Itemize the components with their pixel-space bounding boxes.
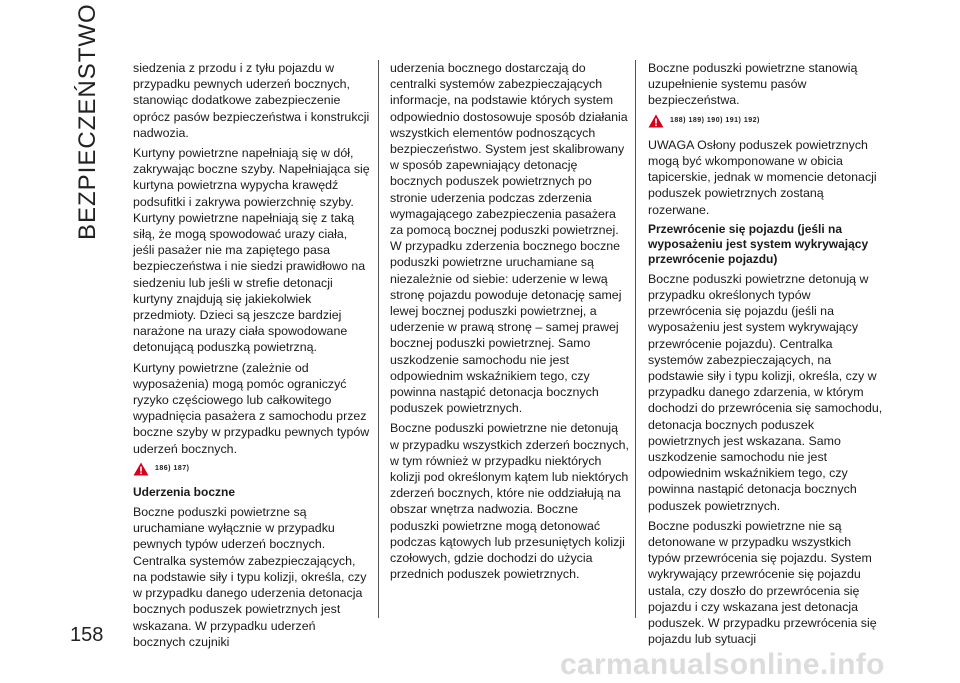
watermark: carmanualsonline.info	[560, 648, 885, 681]
column-divider	[378, 60, 379, 618]
paragraph: siedzenia z przodu i z tyłu pojazdu w przypadku pewnych uderzeń bocznych, stanowiąc dodatkowe zabezpieczenie oprócz pasów bezpieczeństwa i konstrukcji nadwozia.	[133, 61, 370, 140]
paragraph: Boczne poduszki powietrzne nie są detonowane w przypadku wszystkich typów przewrócenia się pojazdu. System wykrywający przewrócenie się pojazdu ustala, czy doszło do przewrócenia się pojazdu i czy wskazana jest detonacja poduszek. W przypadku przewrócenia się pojazdu lub sytuacji	[648, 518, 877, 647]
paragraph: UWAGA Osłony poduszek powietrznych mogą być wkomponowane w obicia tapicerskie, jednak w momencie detonacji poduszek powietrznych zostaną rozerwane.	[648, 137, 877, 217]
page-number: 158	[70, 624, 104, 646]
column-2	[390, 60, 630, 587]
column-3	[648, 60, 884, 652]
paragraph: Boczne poduszki powietrzne detonują w przypadku określonych typów przewrócenia się pojazdu (jeśli na wyposażeniu jest system wykrywający przewrócenie pojazdu). Centralka systemów zabezpieczających, na podstawie siły i typu kolizji, określa, czy w przypadku danego zdarzenia, w którym dochodzi do przewrócenia się samochodu, detonacja bocznych poduszek powietrznych jest wskazana. Samo uszkodzenie samochodu nie jest odpowiednim wskaźnikiem tego, czy powinna nastąpić detonacja bocznych poduszek powietrznych.	[648, 271, 883, 513]
section-title: BEZPIECZEŃSTWO	[74, 3, 101, 240]
paragraph: Kurtyny powietrzne napełniają się w dół, zakrywając boczne szyby. Napełniająca się kurtyna powietrzna wypycha krawędź podsufitki i zakrywa powierzchnię szyby. Kurtyny powietrzne napełniają się z taką siłą, że mogą spowodować urazy ciała, jeśli pasażer nie ma zapiętego pasa bezpieczeństwa i nie siedzi prawidłowo na siedzeniu lub jeśli w strefie detonacji kurtyny znajdują się jakiekolwiek przedmioty. Dzieci są jeszcze bardziej narażone na urazy ciała spowodowane detonującą poduszką powietrzną.	[133, 146, 370, 355]
paragraph: Kurtyny powietrzne (zależnie od wyposażenia) mogą pomóc ograniczyć ryzyko częściowego lub całkowitego wypadnięcia pasażera z samochodu przez boczne szyby w przypadku pewnych typów uderzeń bocznych.	[133, 360, 370, 456]
warning-reference	[648, 113, 884, 129]
paragraph: Boczne poduszki powietrzne są uruchamiane wyłącznie w przypadku pewnych typów uderzeń bocznych. Centralka systemów zabezpieczających, na podstawie siły i typu kolizji, określa, czy w przypadku danego uderzenia detonacja bocznych poduszek powietrznych jest wskazana. W przypadku uderzeń bocznych czujniki	[133, 505, 367, 649]
warning-triangle-icon	[648, 114, 664, 128]
paragraph: uderzenia bocznego dostarczają do centralki systemów zabezpieczających informacje, na podstawie których system odpowiednio dostosowuje sposób działania wszystkich elementów podnoszących bezpieczeństwo. System jest skalibrowany w sposób zapewniający detonację bocznych poduszek powietrznych po stronie uderzenia podczas zderzenia wymagającego zabezpieczenia pasażera za pomocą bocznej poduszki powietrznej. W przypadku zderzenia bocznego boczne poduszki powietrzne uruchamiane są niezależnie od siebie: uderzenie w lewą stronę pojazdu powoduje detonację samej lewej bocznej poduszki powietrznej, a uderzenie w prawą stronę – samej prawej bocznej poduszki powietrznej. Samo uszkodzenie samochodu nie jest odpowiednim wskaźnikiem tego, czy powinna nastąpić detonacja bocznych poduszek powietrznych.	[390, 61, 628, 416]
section-heading: Przewrócenie się pojazdu (jeśli na wyposażeniu jest system wykrywający przewrócenie pojazdu)	[648, 221, 869, 266]
warning-triangle-icon	[133, 462, 149, 476]
paragraph: Boczne poduszki powietrzne stanowią uzupełnienie systemu pasów bezpieczeństwa.	[648, 61, 858, 108]
paragraph: Boczne poduszki powietrzne nie detonują w przypadku wszystkich zderzeń bocznych, w tym również w przypadku niektórych kolizji pod określonym kątem lub niektórych zderzeń bocznych, które nie oddziałują na obszar wnętrza nadwozia. Boczne poduszki powietrzne mogą detonować podczas kątowych lub przesuniętych kolizji czołowych, gdzie dochodzi do użycia przednich poduszek powietrznych.	[390, 421, 629, 582]
column-1	[133, 60, 371, 654]
warning-refs: 186) 187)	[155, 464, 190, 472]
section-heading: Uderzenia boczne	[133, 485, 236, 500]
warning-refs: 188) 189) 190) 191) 192)	[670, 116, 760, 124]
warning-reference	[133, 461, 371, 477]
column-divider	[635, 60, 636, 618]
